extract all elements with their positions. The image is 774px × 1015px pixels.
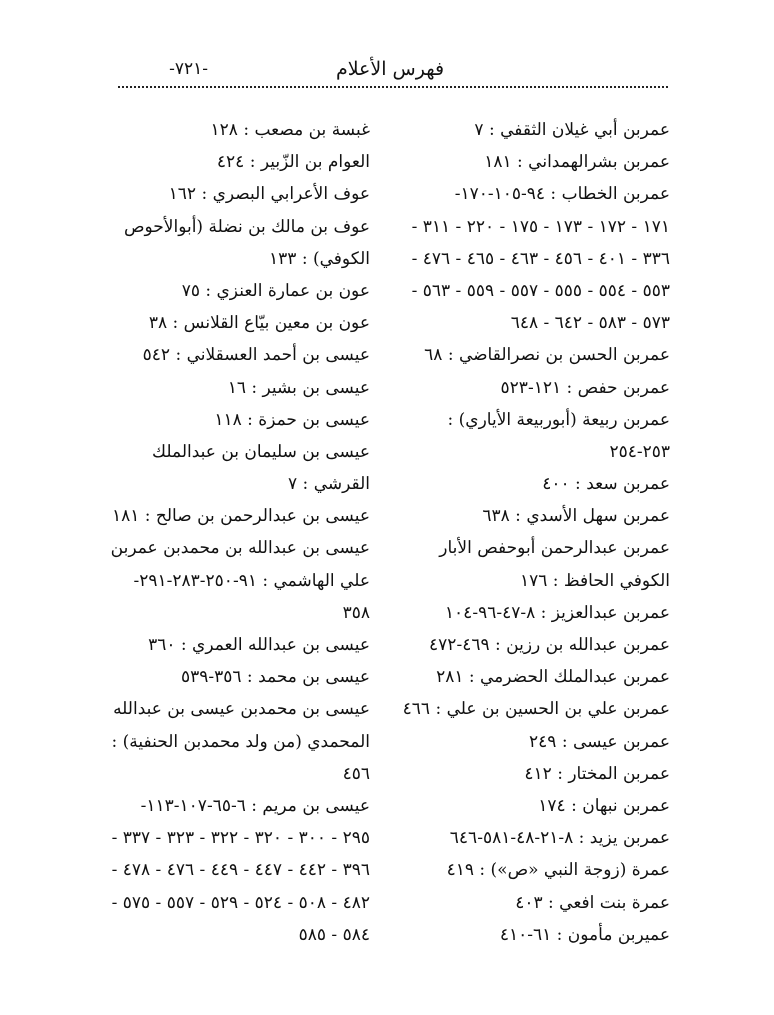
index-entry-line: عمربن عبدالملك الحضرمي : ٢٨١ xyxy=(436,667,670,688)
index-entry-line: عمرة (زوجة النبي «ص») : ٤١٩ xyxy=(446,860,670,881)
index-entry-line: عمربن الحسن بن نصرالقاضي : ٦٨ xyxy=(424,345,670,366)
index-entry-line: عيسى بن عبدالرحمن بن صالح : ١٨١ xyxy=(111,506,370,527)
index-entry-line: عون بن عمارة العنزي : ٧٥ xyxy=(181,280,370,301)
page-header xyxy=(112,54,668,84)
dotted-separator xyxy=(118,86,668,88)
index-entry-line: الكوفي) : ١٣٣ xyxy=(269,248,370,269)
index-entry-line: عيسى بن عبدالله بن محمدبن عمربن xyxy=(110,538,370,559)
index-entry-line: عمربن علي بن الحسين بن علي : ٤٦٦ xyxy=(402,699,670,720)
index-entry-line: عيسى بن حمزة : ١١٨ xyxy=(214,409,370,430)
index-entry-line: عيسى بن بشير : ١٦ xyxy=(227,377,370,398)
index-entry-line: ٣٣٦ - ٤٠١ - ٤٥٦ - ٤٦٣ - ٤٦٥ - ٤٧٦ - xyxy=(411,248,670,269)
index-entry-line: العوام بن الزّبير : ٤٢٤ xyxy=(216,152,370,173)
index-entry-line: عمربن يزيد : ٨-٢١-٤٨-٥٨١-٦٤٦ xyxy=(449,828,670,849)
index-entry-line: ٢٩٥ - ٣٠٠ - ٣٢٠ - ٣٢٢ - ٣٢٣ - ٣٣٧ - xyxy=(111,828,370,849)
index-entry-line: ٣٥٨ xyxy=(342,602,370,623)
index-entry-line: ٤٥٦ xyxy=(342,763,370,784)
index-entry-line: عمربن عبدالعزيز : ٨-٤٧-٩٦-١٠٤ xyxy=(444,602,670,623)
index-entry-line: عمربن عبدالله بن رزين : ٤٦٩-٤٧٢ xyxy=(429,635,670,655)
index-column-right xyxy=(402,114,670,951)
page-title: فهرس الأعلام xyxy=(335,58,445,80)
index-entry-line: عمرة بنت افعي : ٤٠٣ xyxy=(515,892,670,913)
index-entry-line: عمربن نبهان : ١٧٤ xyxy=(538,795,670,816)
index-entry-line: عيسى بن محمد : ٣٥٦-٥٣٩ xyxy=(180,667,370,688)
index-entry-line: عيسى بن عبدالله العمري : ٣٦٠ xyxy=(148,635,370,655)
index-entry-line: عمربن الخطاب : ٩٤-١٠٥-١٧٠- xyxy=(454,184,670,205)
index-entry-line: عمربن عبدالرحمن أبوحفص الأبار xyxy=(439,538,670,559)
index-entry-line: ٣٩٦ - ٤٤٢ - ٤٤٧ - ٤٤٩ - ٤٧٦ - ٤٧٨ - xyxy=(111,860,370,881)
index-entry-line: عيسى بن سليمان بن عبدالملك xyxy=(152,441,370,462)
index-entry-line: عمربن عيسى : ٢٤٩ xyxy=(529,731,670,752)
index-entry-line: عوف الأعرابي البصري : ١٦٢ xyxy=(168,184,370,205)
index-entry-line: ٥٥٣ - ٥٥٤ - ٥٥٥ - ٥٥٧ - ٥٥٩ - ٥٦٣ - xyxy=(411,280,670,301)
index-entry-line: القرشي : ٧ xyxy=(288,474,370,495)
index-entry-line: عيسى بن أحمد العسقلاني : ٥٤٢ xyxy=(142,345,370,366)
index-entry-line: عمربن سهل الأسدي : ٦٣٨ xyxy=(482,506,670,527)
index-entry-line: عمربن سعد : ٤٠٠ xyxy=(542,474,670,495)
index-entry-line: عيسى بن مريم : ٦-٦٥-١٠٧-١١٣- xyxy=(140,795,370,816)
index-entry-line: علي الهاشمي : ٩١-٢٥٠-٢٨٣-٢٩١- xyxy=(133,570,370,591)
index-entry-line: عيسى بن محمدبن عيسى بن عبدالله xyxy=(113,699,370,720)
index-entry-line: ٢٥٣-٢٥٤ xyxy=(609,441,670,462)
index-entry-line: الكوفي الحافظ : ١٧٦ xyxy=(519,570,670,591)
index-entry-line: ٥٧٣ - ٥٨٣ - ٦٤٢ - ٦٤٨ xyxy=(510,313,670,334)
index-entry-line: ١٧١ - ١٧٢ - ١٧٣ - ١٧٥ - ٢٢٠ - ٣١١ - xyxy=(411,216,670,237)
index-entry-line: المحمدي (من ولد محمدبن الحنفية) : xyxy=(111,731,370,752)
index-entry-line: عمربن ربيعة (أبوربيعة الأياري) : xyxy=(447,409,670,430)
index-entry-line: عوف بن مالك بن نضلة (أبوالأحوص xyxy=(123,216,370,237)
index-column-left xyxy=(110,114,370,951)
index-entry-line: عمربن المختار : ٤١٢ xyxy=(524,763,670,784)
index-entry-line: عميربن مأمون : ٦١-٤١٠ xyxy=(499,924,670,945)
index-entry-line: غبسة بن مصعب : ١٢٨ xyxy=(210,120,370,140)
index-entry-line: ٤٨٢ - ٥٠٨ - ٥٢٤ - ٥٢٩ - ٥٥٧ - ٥٧٥ - xyxy=(111,892,370,913)
index-entry-line: ٥٨٤ - ٥٨٥ xyxy=(298,924,370,945)
page-number: -٧٢١- xyxy=(169,59,208,79)
index-entry-line: عون بن معين بيّاع القلانس : ٣٨ xyxy=(148,313,370,334)
index-entry-line: عمربن أبي غيلان الثقفي : ٧ xyxy=(474,120,670,140)
index-entry-line: عمربن حفص : ١٢١-٥٢٣ xyxy=(500,377,670,398)
index-entry-line: عمربن بشرالهمداني : ١٨١ xyxy=(484,152,670,173)
